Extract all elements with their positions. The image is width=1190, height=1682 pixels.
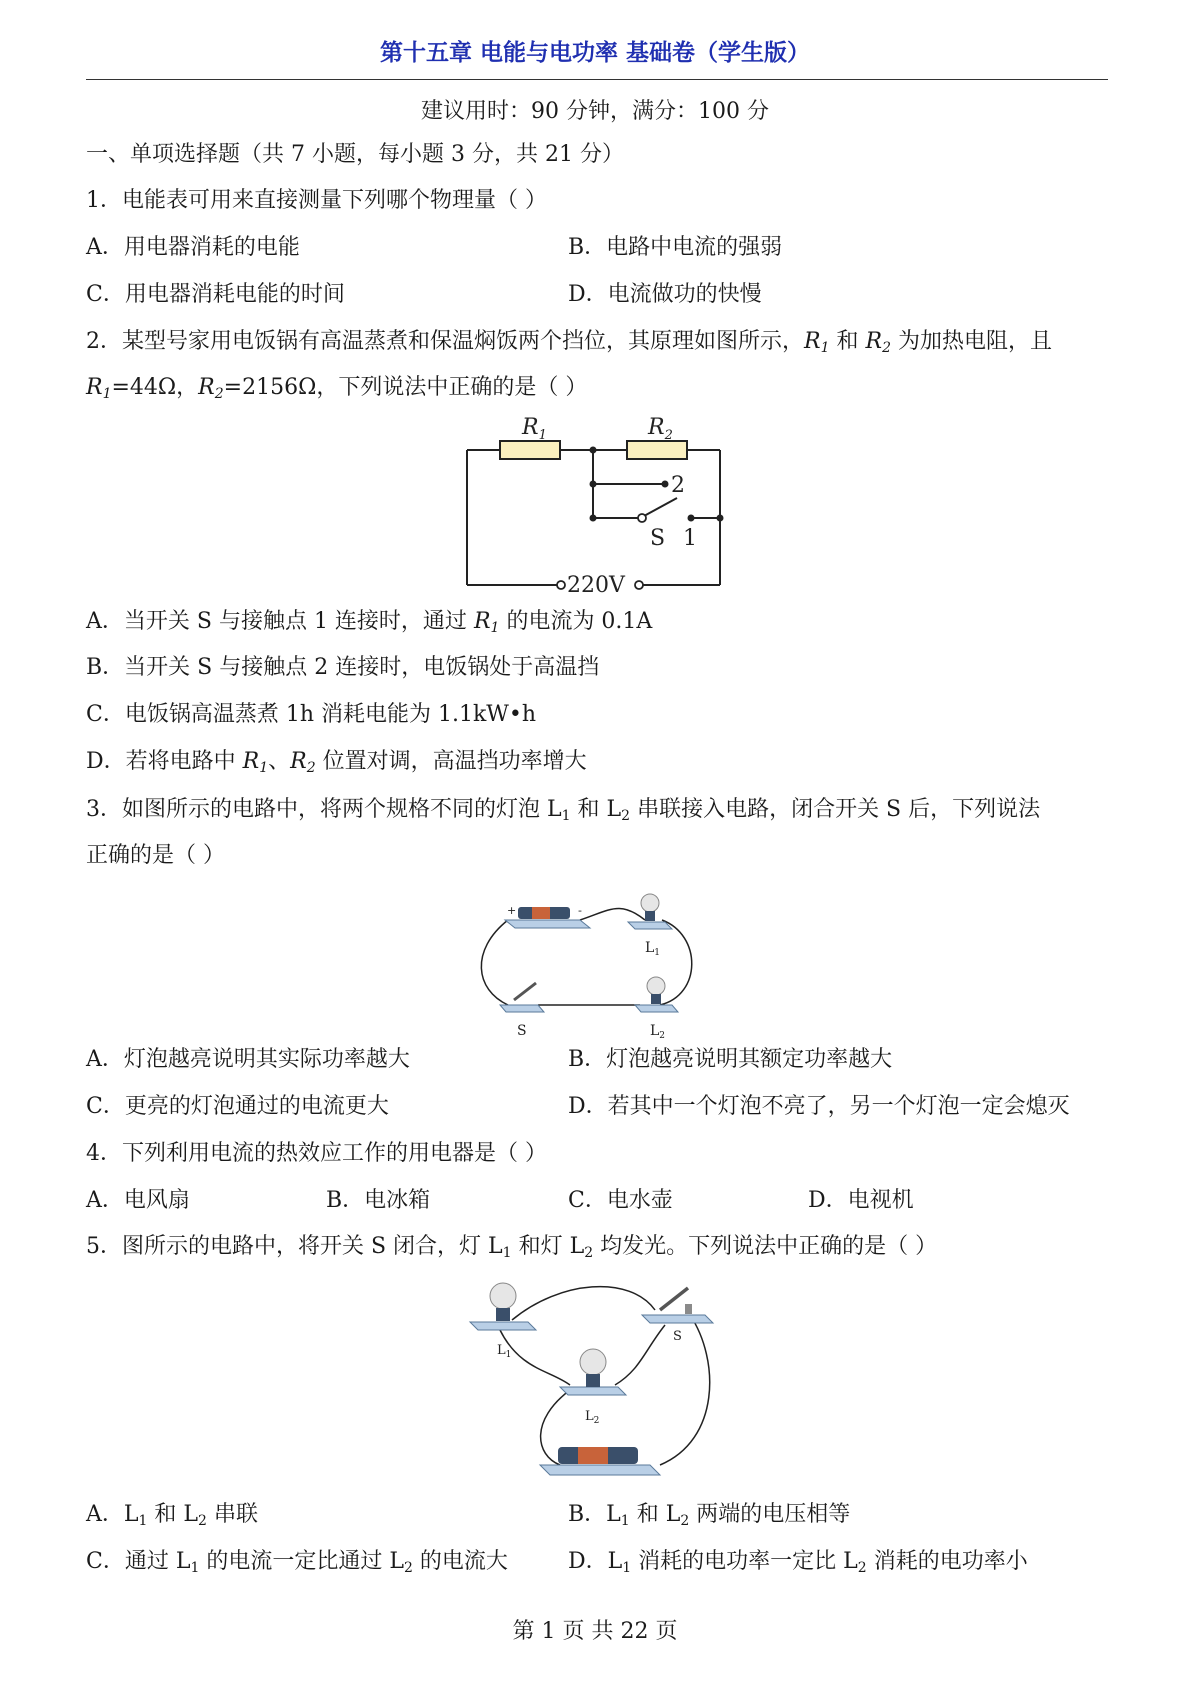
battery-minus-label: -	[578, 904, 582, 917]
bulb-l1-icon	[490, 1283, 516, 1309]
q5-option-d: D．$L_1$ 消耗的电功率一定比 $L_2$ 消耗的电功率小	[568, 1549, 1028, 1576]
switch-icon	[660, 1288, 688, 1310]
label-l1: $L_1$	[645, 940, 661, 958]
switch-icon	[514, 983, 536, 1000]
bulb-l1-icon	[641, 894, 659, 912]
label-contact-2: 2	[671, 473, 685, 498]
q4-option-b: B．电冰箱	[326, 1188, 431, 1213]
question-1-stem: 1．电能表可用来直接测量下列哪个物理量（ ）	[86, 188, 547, 213]
question-4-stem: 4．下列利用电流的热效应工作的用电器是（ ）	[86, 1141, 547, 1166]
contact-2-dot	[662, 481, 669, 488]
label-s: S	[673, 1329, 682, 1344]
q1-option-d: D．电流做功的快慢	[568, 282, 762, 307]
resistor-r1-symbol	[500, 441, 560, 459]
q2-circuit-diagram	[455, 410, 735, 598]
q3-circuit-picture	[480, 880, 710, 1041]
q3-option-a: A．灯泡越亮说明其实际功率越大	[86, 1047, 410, 1072]
battery-base	[540, 1465, 660, 1475]
title-divider	[86, 79, 1108, 80]
q5-option-b: B．$L_1$ 和 $L_2$ 两端的电压相等	[568, 1502, 851, 1529]
label-s: S	[517, 1023, 527, 1039]
page-title: 第十五章 电能与电功率 基础卷（学生版）	[379, 39, 810, 66]
bulb-l2-icon	[580, 1349, 606, 1375]
battery-plus-label: +	[507, 904, 517, 917]
q3-option-c: C．更亮的灯泡通过的电流更大	[86, 1094, 389, 1119]
q4-option-d: D．电视机	[808, 1188, 914, 1213]
bulb-l2-icon	[647, 977, 665, 995]
label-r2: $R_2$	[648, 415, 673, 443]
terminal-left	[557, 581, 565, 589]
question-3-stem-line-1: 3．如图所示的电路中，将两个规格不同的灯泡 $L_1$ 和 $L_2$ 串联接入电路，闭合开关 S 后，下列说法	[86, 797, 1041, 824]
label-r1: $R_1$	[522, 415, 547, 443]
label-contact-1: 1	[683, 526, 697, 551]
resistor-r2-symbol	[627, 441, 687, 459]
question-5-stem: 5．图所示的电路中，将开关 S 闭合，灯 $L_1$ 和灯 $L_2$ 均发光。下列说法中正确的是（ ）	[86, 1234, 938, 1261]
question-3-stem-line-2: 正确的是（ ）	[86, 843, 225, 868]
terminal-right	[635, 581, 643, 589]
q1-option-b: B．电路中电流的强弱	[568, 235, 783, 260]
q5-option-a: A．$L_1$ 和 $L_2$ 串联	[86, 1502, 258, 1529]
q1-option-a: A．用电器消耗的电能	[86, 235, 300, 260]
question-2-stem-line-2: $R_1=44\Omega$，$R_2=2156\Omega$，下列说法中正确的是（ ）	[86, 375, 588, 402]
label-l2: $L_2$	[585, 1409, 600, 1426]
q2-option-d: D．若将电路中 $R_1$、$R_2$ 位置对调，高温挡功率增大	[86, 749, 587, 776]
time-score-info: 建议用时：90 分钟，满分：100 分	[421, 99, 769, 124]
q2-option-a: A．当开关 S 与接触点 1 连接时，通过 $R_1$ 的电流为 0.1A	[86, 609, 653, 636]
q4-option-a: A．电风扇	[86, 1188, 190, 1213]
label-l1: $L_1$	[497, 1343, 512, 1360]
q1-option-c: C．用电器消耗电能的时间	[86, 282, 345, 307]
q5-circuit-picture	[460, 1270, 740, 1485]
page-number: 第 1 页 共 22 页	[512, 1619, 678, 1644]
label-switch-s: S	[650, 526, 666, 551]
label-voltage: 220V	[567, 573, 625, 598]
contact-1-dot	[688, 515, 695, 522]
q3-option-d: D．若其中一个灯泡不亮了，另一个灯泡一定会熄灭	[568, 1094, 1070, 1119]
switch-pivot	[638, 514, 646, 522]
battery-base	[505, 920, 590, 928]
q2-option-c: C．电饭锅高温蒸煮 1h 消耗电能为 1.1kW•h	[86, 702, 537, 727]
q3-option-b: B．灯泡越亮说明其额定功率越大	[568, 1047, 893, 1072]
question-2-stem-line-1: 2．某型号家用电饭锅有高温蒸煮和保温焖饭两个挡位，其原理如图所示，$R_1$ 和 $R_2$ 为加热电阻，且	[86, 329, 1053, 356]
label-l2: $L_2$	[650, 1023, 666, 1041]
q4-option-c: C．电水壶	[568, 1188, 673, 1213]
q5-option-c: C．通过 $L_1$ 的电流一定比通过 $L_2$ 的电流大	[86, 1549, 508, 1576]
section-heading: 一、单项选择题（共 7 小题，每小题 3 分，共 21 分）	[86, 142, 624, 167]
q2-option-b: B．当开关 S 与接触点 2 连接时，电饭锅处于高温挡	[86, 655, 600, 680]
